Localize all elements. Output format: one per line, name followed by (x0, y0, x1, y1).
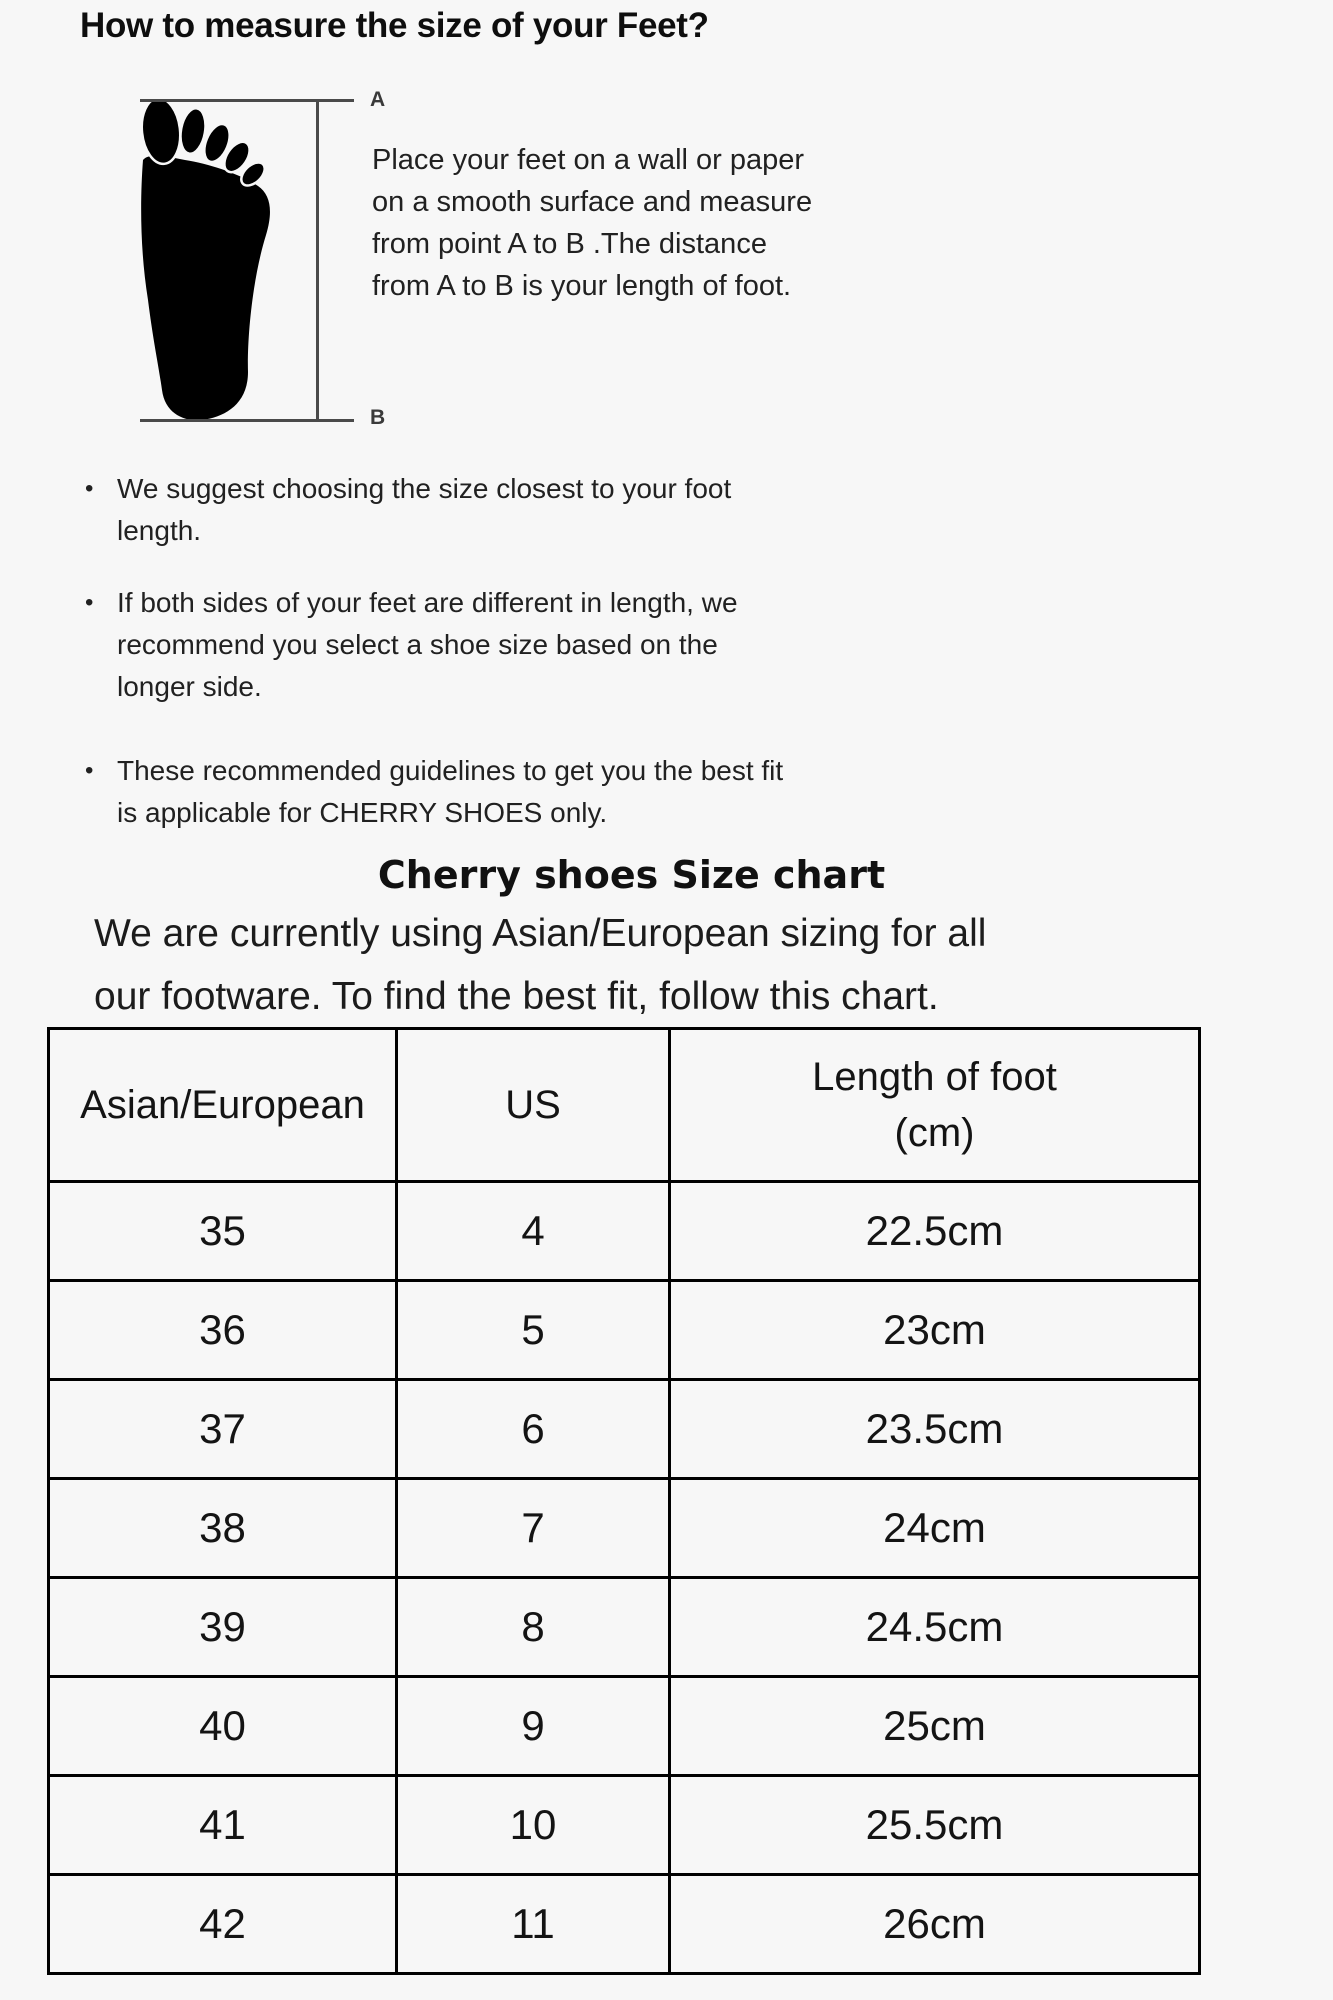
instruction-line: on a smooth surface and measure (372, 186, 813, 218)
foot-length: 24cm (670, 1479, 1200, 1578)
eu-size: 42 (49, 1875, 397, 1974)
foot-length: 25.5cm (670, 1776, 1200, 1875)
foot-length: 25cm (670, 1677, 1200, 1776)
table-row (49, 1578, 1200, 1677)
foot-length: 24.5cm (670, 1578, 1200, 1677)
guideline-bullet (85, 582, 738, 708)
measure-line-top (140, 99, 354, 102)
measure-line-vertical (316, 99, 319, 422)
us-size: 11 (397, 1875, 670, 1974)
table-row (49, 1182, 1200, 1281)
us-size: 6 (397, 1380, 670, 1479)
bullet-marker: • (85, 475, 94, 502)
guideline-bullet (85, 750, 783, 834)
size-chart-intro: We are currently using Asian/European sizing for all our footware. To find the best fit, follow this chart. (94, 912, 987, 1018)
point-b-label: B (370, 406, 386, 429)
foot-length: 23cm (670, 1281, 1200, 1380)
footprint-icon (140, 100, 275, 421)
measure-line-bottom (140, 419, 354, 422)
header-length-of-foot: Length of foot (cm) (670, 1029, 1200, 1182)
bullet-text: These recommended guidelines to get you the best fit is applicable for CHERRY SHOES only. (117, 755, 784, 828)
table-header-row (49, 1029, 1200, 1182)
page-title: How to measure the size of your Feet? (80, 6, 709, 45)
table-row (49, 1875, 1200, 1974)
bullet-marker: • (85, 757, 94, 784)
foot-length: 22.5cm (670, 1182, 1200, 1281)
header-asian-european: Asian/European (49, 1029, 397, 1182)
eu-size: 39 (49, 1578, 397, 1677)
eu-size: 35 (49, 1182, 397, 1281)
us-size: 4 (397, 1182, 670, 1281)
us-size: 7 (397, 1479, 670, 1578)
us-size: 8 (397, 1578, 670, 1677)
us-size: 10 (397, 1776, 670, 1875)
header-us: US (397, 1029, 670, 1182)
foot-length: 23.5cm (670, 1380, 1200, 1479)
us-size: 9 (397, 1677, 670, 1776)
guideline-bullet (85, 468, 731, 552)
table-row (49, 1281, 1200, 1380)
eu-size: 40 (49, 1677, 397, 1776)
bullet-text: We suggest choosing the size closest to your foot length. (117, 473, 732, 546)
table-row (49, 1479, 1200, 1578)
instruction-line: from point A to B .The distance (372, 228, 767, 260)
size-chart-heading: Cherry shoes Size chart (377, 853, 886, 897)
foot-length: 26cm (670, 1875, 1200, 1974)
bullet-marker: • (85, 589, 94, 616)
eu-size: 41 (49, 1776, 397, 1875)
measuring-instructions (372, 139, 812, 307)
table-row (49, 1380, 1200, 1479)
eu-size: 38 (49, 1479, 397, 1578)
table-row (49, 1677, 1200, 1776)
instruction-line: Place your feet on a wall or paper (372, 144, 805, 176)
eu-size: 36 (49, 1281, 397, 1380)
point-a-label: A (370, 88, 386, 111)
table-row (49, 1776, 1200, 1875)
size-chart-table (47, 1027, 1201, 1975)
instruction-line: from A to B is your length of foot. (372, 270, 792, 302)
bullet-text: If both sides of your feet are different in length, we recommend you select a shoe size based on the longer side. (117, 587, 738, 702)
us-size: 5 (397, 1281, 670, 1380)
eu-size: 37 (49, 1380, 397, 1479)
